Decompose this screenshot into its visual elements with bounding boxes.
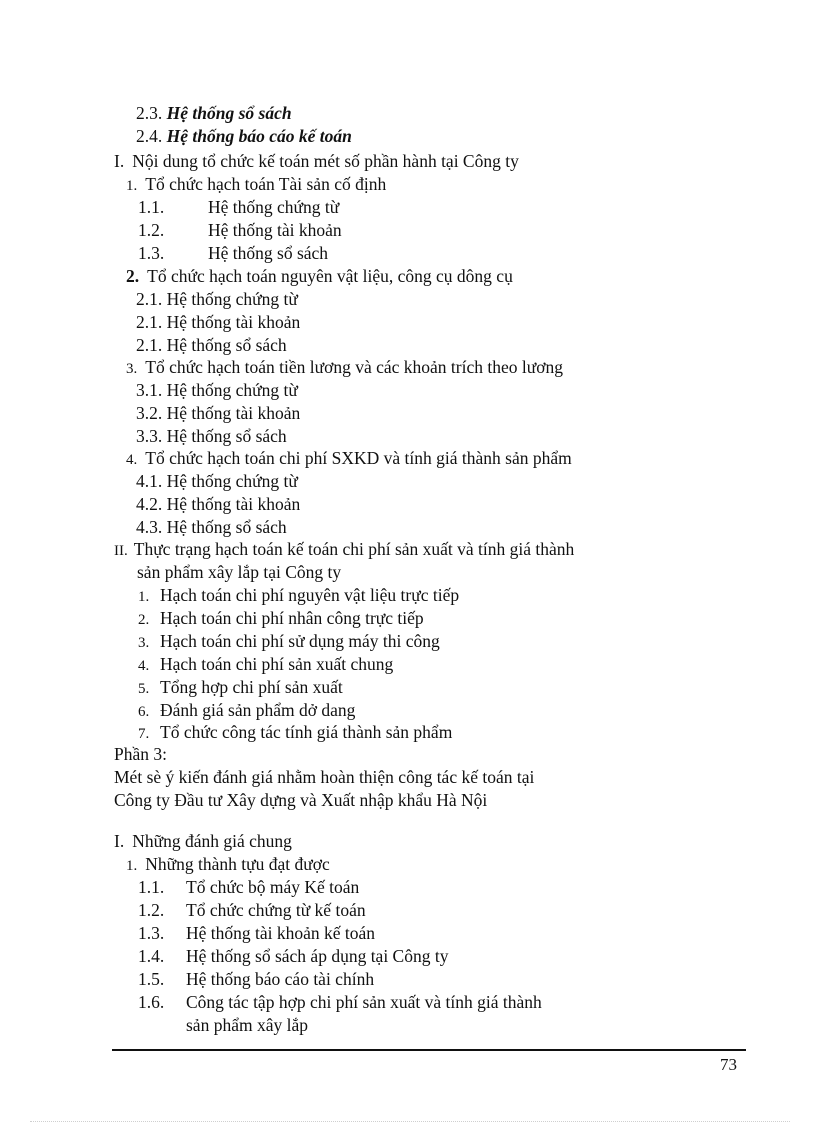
entry-number: 1. bbox=[138, 589, 150, 605]
entry-title: Hệ thống tài khoản bbox=[166, 312, 301, 332]
entry-number: 3.1. bbox=[136, 380, 163, 400]
entry-title: Tổng hợp chi phí sản xuất bbox=[160, 677, 343, 697]
part-3-title: Mét sè ý kiến đánh giá nhằm hoàn thiện công tác kế toán tại bbox=[114, 767, 535, 787]
entry-number: 2.1. bbox=[136, 335, 163, 355]
entry-title: Những thành tựu đạt được bbox=[145, 854, 330, 874]
entry-number: 7. bbox=[138, 726, 150, 742]
part-3-title-cont: Công ty Đầu tư Xây dựng và Xuất nhập khẩu Hà Nội bbox=[114, 790, 488, 810]
entry-number: 2.4. bbox=[136, 126, 163, 146]
toc-entry bbox=[138, 219, 342, 241]
entry-title: Tổ chức công tác tính giá thành sản phẩm bbox=[160, 722, 453, 742]
heading-title: Thực trạng hạch toán kế toán chi phí sản xuất và tính giá thành bbox=[133, 539, 575, 559]
toc-sub-1 bbox=[126, 173, 386, 197]
entry-number: 1. bbox=[126, 858, 138, 874]
toc-heading-II-cont: sản phẩm xây lắp tại Công ty bbox=[137, 562, 342, 582]
entry-title: Công tác tập hợp chi phí sản xuất và tính giá thành bbox=[186, 992, 542, 1012]
entry-number: 4.2. bbox=[136, 494, 163, 514]
entry-number: 3. bbox=[138, 635, 150, 651]
entry-title: Hệ thống chứng từ bbox=[166, 380, 298, 400]
entry-title: Hệ thống tài khoản bbox=[166, 494, 301, 514]
entry-number: 1.2. bbox=[138, 220, 165, 240]
entry-title: Hệ thống chứng từ bbox=[166, 471, 298, 491]
toc-entry bbox=[138, 196, 339, 218]
entry-title: Hệ thống sổ sách áp dụng tại Công ty bbox=[186, 946, 449, 966]
entry-title: Hạch toán chi phí sản xuất chung bbox=[160, 654, 394, 674]
toc-sub-4 bbox=[126, 447, 572, 471]
entry-number: 2. bbox=[126, 266, 140, 286]
toc-entry bbox=[136, 470, 298, 492]
entry-title: Hệ thống sổ sách bbox=[166, 426, 287, 446]
entry-title: Hạch toán chi phí nhân công trực tiếp bbox=[160, 608, 424, 628]
toc-heading-I bbox=[114, 830, 292, 852]
toc-entry bbox=[138, 607, 424, 631]
entry-number: 5. bbox=[138, 681, 150, 697]
entry-number: 1.3. bbox=[138, 243, 165, 263]
toc-sub-3 bbox=[126, 356, 563, 380]
toc-entry-cont: sản phẩm xây lắp bbox=[186, 1015, 308, 1035]
toc-entry-2-4 bbox=[136, 125, 352, 147]
entry-title: Hệ thống sổ sách bbox=[166, 103, 292, 123]
entry-number: 1. bbox=[126, 178, 138, 194]
entry-title: Hệ thống tài khoản bbox=[208, 220, 342, 240]
toc-entry bbox=[136, 311, 300, 333]
part-3-heading: Phần 3: bbox=[114, 744, 167, 764]
entry-number: 4. bbox=[138, 658, 150, 674]
entry-number: 1.1. bbox=[138, 877, 165, 897]
heading-title: Nội dung tổ chức kế toán mét số phần hành tại Công ty bbox=[132, 151, 519, 171]
toc-entry bbox=[138, 968, 374, 990]
entry-number: 3.3. bbox=[136, 426, 163, 446]
entry-title: Tổ chức hạch toán chi phí SXKD và tính giá thành sản phẩm bbox=[145, 448, 572, 468]
toc-entry bbox=[136, 379, 298, 401]
toc-entry bbox=[138, 945, 448, 967]
toc-entry bbox=[138, 584, 459, 608]
toc-entry bbox=[136, 425, 287, 447]
page-edge-dots bbox=[30, 1121, 790, 1122]
entry-number: 2. bbox=[138, 612, 150, 628]
entry-title: Hệ thống sổ sách bbox=[166, 335, 287, 355]
toc-entry bbox=[138, 991, 542, 1013]
entry-title: Hệ thống sổ sách bbox=[208, 243, 329, 263]
toc-sub-1 bbox=[126, 853, 330, 877]
footer-rule bbox=[112, 1049, 746, 1051]
entry-title: Tổ chức bộ máy Kế toán bbox=[186, 877, 360, 897]
entry-title: Hệ thống báo cáo kế toán bbox=[166, 126, 352, 146]
entry-title: Hạch toán chi phí nguyên vật liệu trực tiếp bbox=[160, 585, 460, 605]
heading-title: Những đánh giá chung bbox=[132, 831, 292, 851]
entry-title: Tổ chức hạch toán tiền lương và các khoản trích theo lương bbox=[145, 357, 563, 377]
toc-entry bbox=[138, 876, 359, 898]
toc-entry-2-3 bbox=[136, 102, 292, 124]
entry-number: 3. bbox=[126, 361, 138, 377]
roman-numeral: I. bbox=[114, 151, 125, 171]
toc-entry bbox=[136, 493, 300, 515]
toc-entry bbox=[138, 242, 328, 264]
roman-numeral: I. bbox=[114, 831, 125, 851]
entry-number: 1.1. bbox=[138, 197, 165, 217]
entry-number: 1.3. bbox=[138, 923, 165, 943]
entry-number: 1.6. bbox=[138, 992, 165, 1012]
toc-entry bbox=[136, 334, 287, 356]
entry-title: Tổ chức hạch toán nguyên vật liệu, công cụ dông cụ bbox=[147, 266, 513, 286]
entry-number: 4. bbox=[126, 452, 138, 468]
entry-number: 4.1. bbox=[136, 471, 163, 491]
toc-entry bbox=[138, 653, 393, 677]
entry-title: Hệ thống chứng từ bbox=[166, 289, 298, 309]
entry-number: 2.3. bbox=[136, 103, 163, 123]
entry-title: Hệ thống tài khoản bbox=[166, 403, 301, 423]
toc-entry bbox=[136, 516, 287, 538]
entry-number: 1.4. bbox=[138, 946, 165, 966]
entry-title: Tổ chức hạch toán Tài sản cố định bbox=[145, 174, 387, 194]
toc-entry bbox=[136, 288, 298, 310]
page-number: 73 bbox=[720, 1055, 737, 1074]
entry-title: Tổ chức chứng từ kế toán bbox=[186, 900, 366, 920]
toc-entry bbox=[138, 630, 440, 654]
toc-entry bbox=[138, 721, 452, 745]
entry-number: 6. bbox=[138, 704, 150, 720]
entry-number: 2.1. bbox=[136, 312, 163, 332]
roman-numeral: II. bbox=[114, 543, 128, 559]
entry-title: Hệ thống tài khoản kế toán bbox=[186, 923, 376, 943]
toc-heading-I bbox=[114, 150, 519, 172]
entry-number: 1.5. bbox=[138, 969, 165, 989]
toc-entry bbox=[136, 402, 300, 424]
toc-sub-2 bbox=[126, 265, 513, 287]
entry-number: 4.3. bbox=[136, 517, 163, 537]
entry-title: Hệ thống chứng từ bbox=[208, 197, 340, 217]
entry-number: 3.2. bbox=[136, 403, 163, 423]
entry-number: 2.1. bbox=[136, 289, 163, 309]
entry-number: 1.2. bbox=[138, 900, 165, 920]
toc-entry bbox=[138, 676, 343, 700]
entry-title: Hạch toán chi phí sử dụng máy thi công bbox=[160, 631, 440, 651]
toc-heading-II bbox=[114, 538, 574, 562]
entry-title: Hệ thống báo cáo tài chính bbox=[186, 969, 375, 989]
entry-title: Đánh giá sản phẩm dở dang bbox=[160, 700, 356, 720]
entry-title: Hệ thống sổ sách bbox=[166, 517, 287, 537]
toc-entry bbox=[138, 699, 355, 723]
toc-entry bbox=[138, 922, 375, 944]
toc-entry bbox=[138, 899, 366, 921]
